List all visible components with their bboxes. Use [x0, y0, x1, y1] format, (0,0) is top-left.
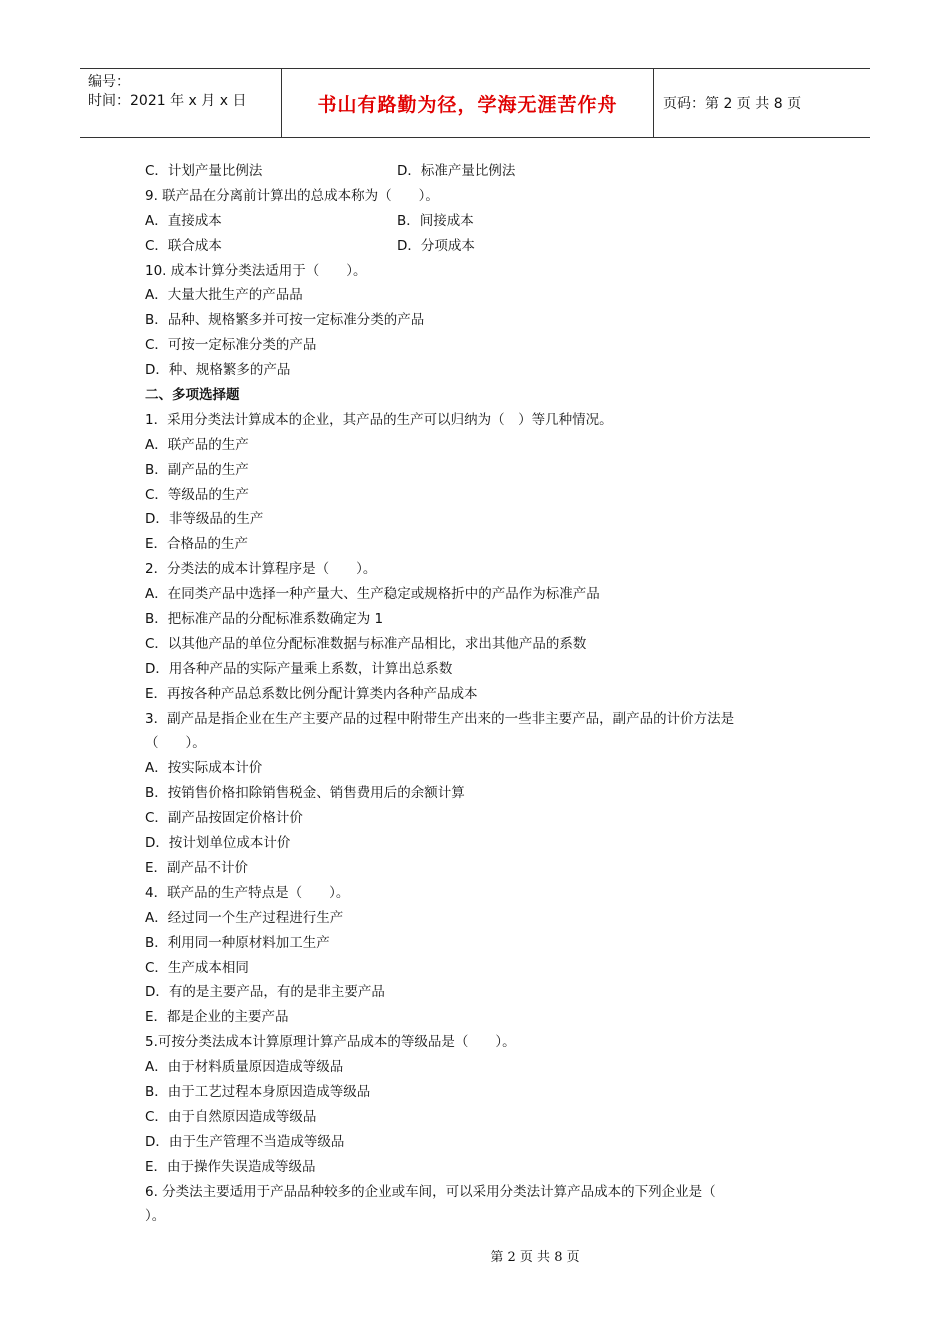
text-line: 9. 联产品在分离前计算出的总成本称为（ ）。: [145, 187, 439, 204]
text-line: 2．分类法的成本计算程序是（ ）。: [145, 561, 377, 578]
option-right: B．间接成本: [397, 212, 474, 229]
text-line: （ ）。: [145, 735, 206, 752]
header-meta: [80, 69, 282, 137]
text-line: E．由于操作失误造成等级品: [145, 1158, 316, 1175]
text-line: 4．联产品的生产特点是（ ）。: [145, 884, 350, 901]
header-page-cell: [654, 69, 870, 137]
option-left: A．直接成本: [145, 212, 222, 229]
page-header: [80, 68, 870, 138]
text-line: A．联产品的生产: [145, 436, 249, 453]
option-left: C．联合成本: [145, 237, 222, 254]
text-line: C．副产品按固定价格计价: [145, 810, 303, 827]
page-footer: [0, 1246, 950, 1265]
text-line: ）。: [145, 1208, 166, 1225]
text-line: D．有的是主要产品，有的是非主要产品: [145, 984, 385, 1001]
text-line: [145, 159, 815, 184]
text-line: D．用各种产品的实际产量乘上系数，计算出总系数: [145, 660, 453, 677]
option-right: D．标准产量比例法: [397, 163, 516, 179]
text-line: B．品种、规格繁多并可按一定标准分类的产品: [145, 312, 425, 329]
text-line: C．可按一定标准分类的产品: [145, 337, 317, 354]
option-left: C．计划产量比例法: [145, 163, 263, 179]
text-line: B．利用同一种原材料加工生产: [145, 934, 330, 951]
text-line: C．生产成本相同: [145, 959, 249, 976]
text-line: [145, 209, 815, 234]
text-line: D．种、规格繁多的产品: [145, 362, 291, 379]
number-label: 编号：: [88, 74, 130, 90]
text-line: A．大量大批生产的产品品: [145, 287, 303, 304]
text-line: E．都是企业的主要产品: [145, 1009, 289, 1026]
text-line: C．等级品的生产: [145, 486, 249, 503]
text-line: 10. 成本计算分类法适用于（ ）。: [145, 262, 367, 279]
page-label: 页码：第 2 页 共 8 页: [663, 96, 802, 112]
text-line: C．以其他产品的单位分配标准数据与标准产品相比，求出其他产品的系数: [145, 635, 587, 652]
text-line: B．由于工艺过程本身原因造成等级品: [145, 1083, 371, 1100]
text-line: D．按计划单位成本计价: [145, 835, 291, 852]
text-line: 3．副产品是指企业在生产主要产品的过程中附带生产出来的一些非主要产品，副产品的计价方法是: [145, 710, 735, 727]
text-line: D．非等级品的生产: [145, 511, 264, 528]
text-line: B．副产品的生产: [145, 461, 249, 478]
option-right: D．分项成本: [397, 237, 475, 254]
text-line: 1．采用分类法计算成本的企业，其产品的生产可以归纳为（ ）等几种情况。: [145, 411, 613, 428]
header-motto-cell: [282, 69, 654, 137]
text-line: C．由于自然原因造成等级品: [145, 1108, 317, 1125]
text-line: E．副产品不计价: [145, 859, 249, 876]
text-line: A．按实际成本计价: [145, 760, 263, 777]
text-line: E．合格品的生产: [145, 536, 249, 553]
text-line: A．在同类产品中选择一种产量大、生产稳定或规格折中的产品作为标准产品: [145, 586, 600, 603]
text-line: E．再按各种产品总系数比例分配计算类内各种产品成本: [145, 685, 478, 702]
text-line: 6. 分类法主要适用于产品品种较多的企业或车间，可以采用分类法计算产品成本的下列企业是（: [145, 1183, 716, 1200]
text-line: [145, 234, 815, 259]
text-line: D．由于生产管理不当造成等级品: [145, 1133, 345, 1150]
time-label: 时间：2021 年 x 月 x 日: [88, 93, 247, 109]
document-body: [145, 159, 815, 1229]
text-line: B．按销售价格扣除销售税金、销售费用后的余额计算: [145, 785, 465, 802]
footer-page-number: 第 2 页 共 8 页: [490, 1250, 580, 1265]
motto: 书山有路勤为径，学海无涯苦作舟: [317, 93, 618, 116]
text-line: B．把标准产品的分配标准系数确定为 1: [145, 611, 384, 628]
text-line: A．经过同一个生产过程进行生产: [145, 909, 344, 926]
text-line: 5.可按分类法成本计算原理计算产品成本的等级品是（ ）。: [145, 1034, 516, 1051]
section-heading: 二、多项选择题: [145, 387, 240, 404]
text-line: A．由于材料质量原因造成等级品: [145, 1059, 344, 1076]
